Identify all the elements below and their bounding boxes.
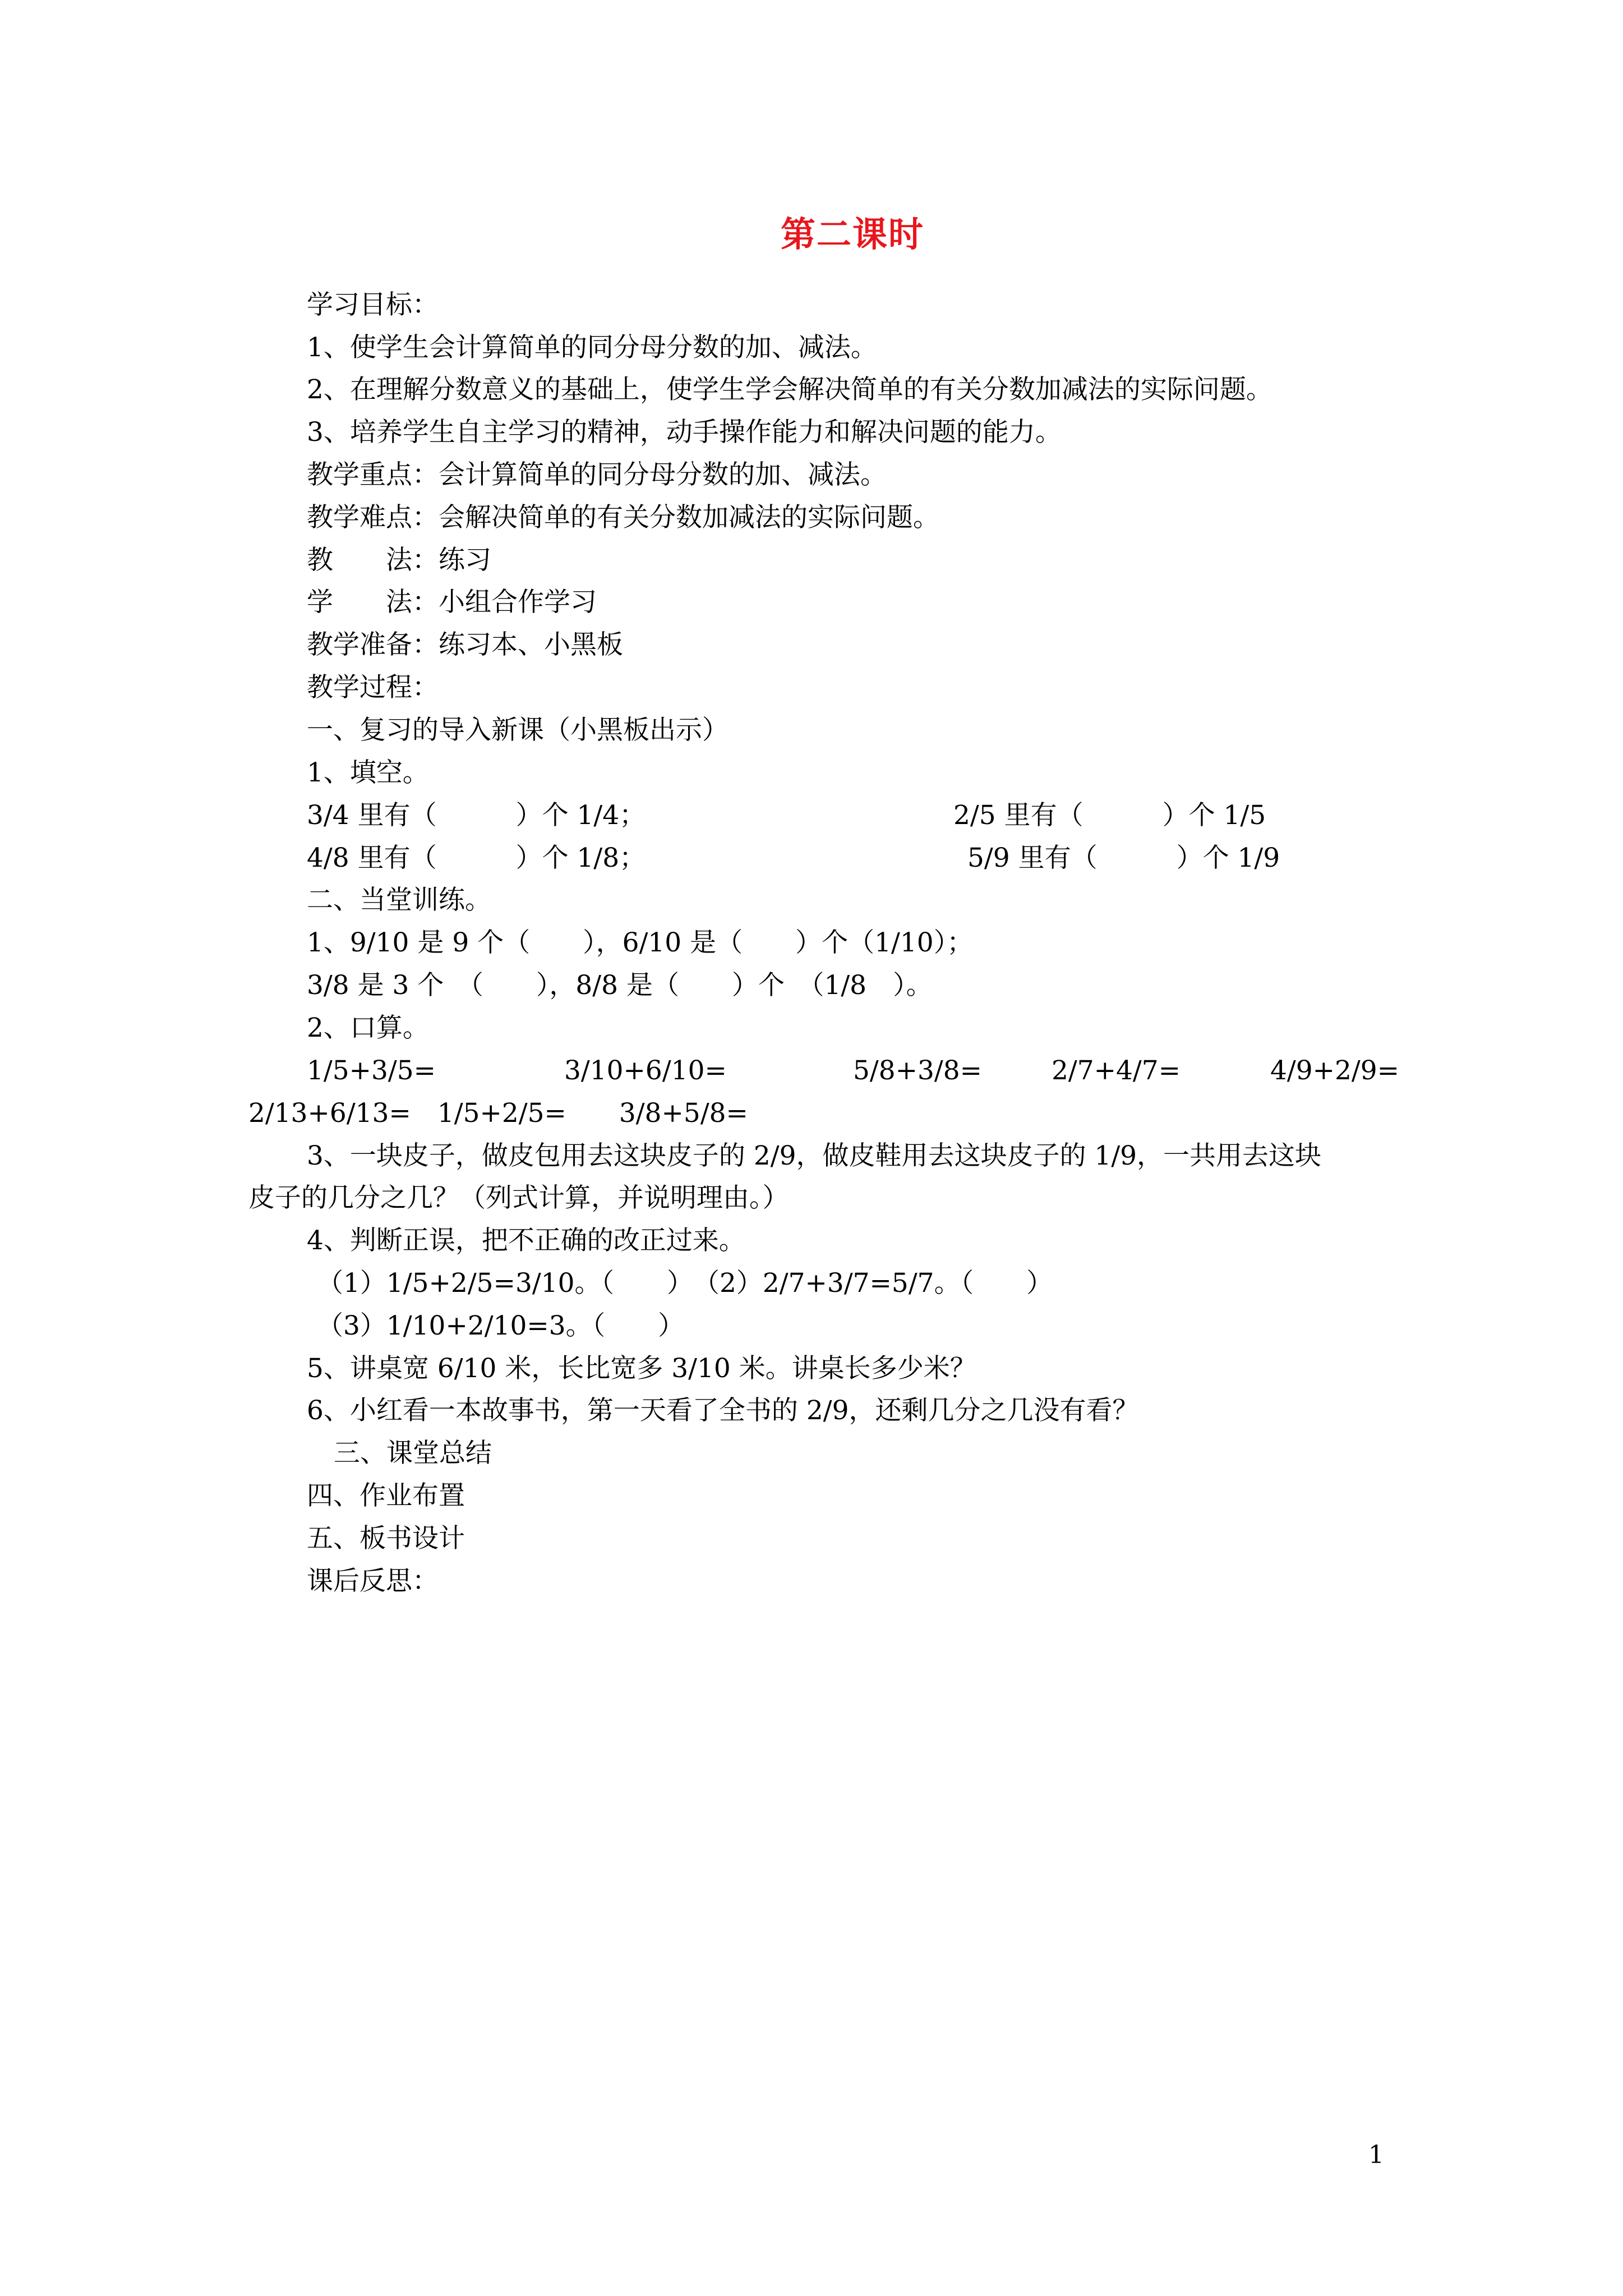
judge-line2: （3）1/10+2/10=3。（ ） [317, 1310, 685, 1341]
section2-item5: 5、讲桌宽 6/10 米，长比宽多 3/10 米。讲桌长多少米？ [307, 1353, 976, 1384]
section2-item2: 2、口算。 [307, 1013, 429, 1043]
section3-heading: 三、课堂总结 [334, 1438, 492, 1469]
objective-item: 3、培养学生自主学习的精神，动手操作能力和解决问题的能力。 [307, 417, 1062, 448]
oral-calc: 4/9+2/9= [1270, 1055, 1400, 1086]
oral-calc: 1/5+3/5= [307, 1055, 436, 1086]
section2-item4: 4、判断正误，把不正确的改正过来。 [307, 1225, 745, 1256]
objectives-heading: 学习目标： [307, 289, 439, 320]
section2-item1-line2: 3/8 是 3 个 （ ），8/8 是（ ）个 （1/8 ）。 [307, 970, 933, 1001]
page-number: 1 [1368, 2141, 1384, 2169]
fill-blank-left: 4/8 里有（ ）个 1/8； [307, 843, 646, 873]
reflection-heading: 课后反思： [307, 1566, 439, 1596]
fill-blank-right: 2/5 里有（ ）个 1/5 [953, 800, 1266, 831]
section2-item3-line1: 3、一块皮子，做皮包用去这块皮子的 2/9，做皮鞋用去这块皮子的 1/9，一共用去这块 [307, 1140, 1322, 1171]
process-heading: 教学过程： [307, 672, 439, 703]
section2-heading: 二、当堂训练。 [307, 885, 491, 915]
oral-calc: 5/8+3/8= [853, 1055, 983, 1086]
key-point: 教学重点：会计算简单的同分母分数的加、减法。 [307, 459, 887, 490]
difficulty: 教学难点：会解决简单的有关分数加减法的实际问题。 [307, 502, 939, 533]
fill-blank-right: 5/9 里有（ ）个 1/9 [967, 843, 1280, 873]
learning-method: 学 法：小组合作学习 [307, 587, 597, 618]
section5-heading: 五、板书设计 [307, 1523, 465, 1554]
preparation: 教学准备：练习本、小黑板 [307, 629, 623, 660]
section1-heading: 一、复习的导入新课（小黑板出示） [307, 715, 728, 746]
section1-item1: 1、填空。 [307, 757, 429, 788]
page-title: 第二课时 [780, 214, 924, 255]
section2-item6: 6、小红看一本故事书，第一天看了全书的 2/9，还剩几分之几没有看？ [307, 1395, 1139, 1426]
fill-blank-left: 3/4 里有（ ）个 1/4； [307, 800, 646, 831]
objective-item: 1、使学生会计算简单的同分母分数的加、减法。 [307, 332, 877, 363]
section2-item1-line1: 1、9/10 是 9 个（ ），6/10 是（ ）个（1/10）； [307, 927, 974, 958]
oral-calc: 3/10+6/10= [564, 1055, 727, 1086]
section2-item3-line2: 皮子的几分之几？（列式计算，并说明理由。） [248, 1182, 789, 1213]
oral-calc-row2: 2/13+6/13= 1/5+2/5= 3/8+5/8= [248, 1098, 748, 1129]
oral-calc: 2/7+4/7= [1052, 1055, 1181, 1086]
objective-item: 2、在理解分数意义的基础上，使学生学会解决简单的有关分数加减法的实际问题。 [307, 374, 1272, 405]
section4-heading: 四、作业布置 [307, 1480, 465, 1511]
judge-line1: （1）1/5+2/5=3/10。（ ） （2）2/7+3/7=5/7。（ ） [317, 1268, 1053, 1299]
teaching-method: 教 法：练习 [307, 545, 491, 576]
